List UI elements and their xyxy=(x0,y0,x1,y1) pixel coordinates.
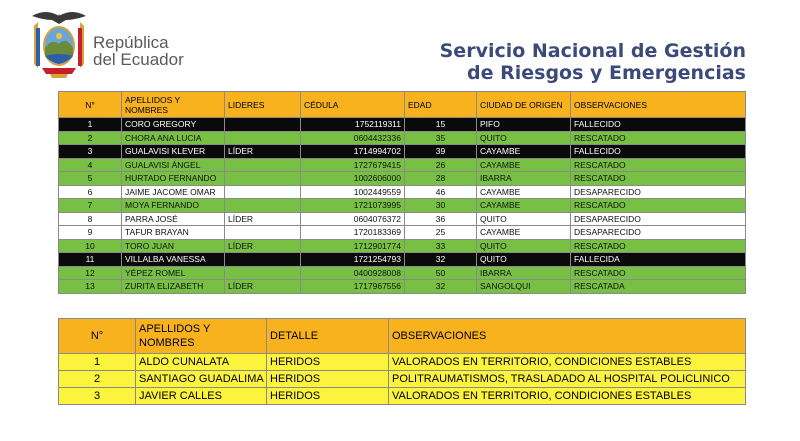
row-number-cell: 10 xyxy=(59,239,122,253)
detail-cell: HERIDOS xyxy=(267,388,389,405)
table-row xyxy=(59,253,746,267)
city-of-origin-cell: SANGOLQUI xyxy=(477,280,571,294)
row-number-cell: 3 xyxy=(59,145,122,159)
column-header: CÉDULA xyxy=(301,92,405,118)
observation-cell: RESCATADO xyxy=(571,131,746,145)
id-number-cell: 0604076372 xyxy=(301,212,405,226)
id-number-cell: 1717967556 xyxy=(301,280,405,294)
leader-flag-cell xyxy=(225,172,301,186)
person-name-cell: YÉPEZ ROMEL xyxy=(122,266,225,280)
column-header: DETALLE xyxy=(267,319,389,354)
column-header: CIUDAD DE ORIGEN xyxy=(477,92,571,118)
row-number-cell: 6 xyxy=(59,185,122,199)
person-name-cell: JAIME JACOME OMAR xyxy=(122,185,225,199)
age-cell: 32 xyxy=(405,253,477,267)
republic-line-2: del Ecuador xyxy=(93,50,184,69)
column-header: N° xyxy=(59,319,136,354)
observation-cell: RESCATADO xyxy=(571,266,746,280)
id-number-cell: 1721254793 xyxy=(301,253,405,267)
city-of-origin-cell: CAYAMBE xyxy=(477,185,571,199)
person-name-cell: CHORA ANA LUCIA xyxy=(122,131,225,145)
republic-line-1: República xyxy=(93,33,169,52)
agency-title-line-2: de Riesgos y Emergencias xyxy=(467,62,746,84)
table-row xyxy=(59,226,746,240)
observation-cell: FALLECIDA xyxy=(571,253,746,267)
city-of-origin-cell: IBARRA xyxy=(477,172,571,186)
table-row xyxy=(59,131,746,145)
table-row xyxy=(59,118,746,132)
city-of-origin-cell: QUITO xyxy=(477,239,571,253)
person-name-cell: GUALAVISI KLEVER xyxy=(122,145,225,159)
person-name-cell: SANTIAGO GUADALIMA xyxy=(136,371,267,388)
observation-cell: RESCATADA xyxy=(571,280,746,294)
person-name-cell: PARRA JOSÉ xyxy=(122,212,225,226)
person-name-cell: TORO JUAN xyxy=(122,239,225,253)
person-name-cell: HURTADO FERNANDO xyxy=(122,172,225,186)
person-name-cell: MOYA FERNANDO xyxy=(122,199,225,213)
row-number-cell: 4 xyxy=(59,158,122,172)
table-row xyxy=(59,158,746,172)
person-name-cell: JAVIER CALLES xyxy=(136,388,267,405)
age-cell: 15 xyxy=(405,118,477,132)
id-number-cell: 1714994702 xyxy=(301,145,405,159)
city-of-origin-cell: IBARRA xyxy=(477,266,571,280)
leader-flag-cell xyxy=(225,266,301,280)
row-number-cell: 2 xyxy=(59,131,122,145)
city-of-origin-cell: QUITO xyxy=(477,131,571,145)
leader-flag-cell xyxy=(225,253,301,267)
victims-status-table xyxy=(58,91,746,294)
row-number-cell: 9 xyxy=(59,226,122,240)
table-row xyxy=(59,212,746,226)
id-number-cell: 1712901774 xyxy=(301,239,405,253)
column-header: OBSERVACIONES xyxy=(389,319,746,354)
age-cell: 50 xyxy=(405,266,477,280)
observation-cell: RESCATADO xyxy=(571,172,746,186)
table-row xyxy=(59,280,746,294)
observation-cell: DESAPARECIDO xyxy=(571,212,746,226)
age-cell: 35 xyxy=(405,131,477,145)
age-cell: 28 xyxy=(405,172,477,186)
table-row xyxy=(59,185,746,199)
city-of-origin-cell: QUITO xyxy=(477,212,571,226)
observation-cell: VALORADOS EN TERRITORIO, CONDICIONES ESTABLES xyxy=(389,388,746,405)
age-cell: 46 xyxy=(405,185,477,199)
row-number-cell: 13 xyxy=(59,280,122,294)
person-name-cell: VILLALBA VANESSA xyxy=(122,253,225,267)
id-number-cell: 0400928008 xyxy=(301,266,405,280)
observation-cell: POLITRAUMATISMOS, TRASLADADO AL HOSPITAL POLICLINICO xyxy=(389,371,746,388)
leader-flag-cell xyxy=(225,185,301,199)
table-header-row xyxy=(59,319,746,354)
age-cell: 25 xyxy=(405,226,477,240)
observation-cell: RESCATADO xyxy=(571,239,746,253)
age-cell: 39 xyxy=(405,145,477,159)
leader-flag-cell xyxy=(225,199,301,213)
table-row xyxy=(59,145,746,159)
city-of-origin-cell: CAYAMBE xyxy=(477,226,571,240)
row-number-cell: 3 xyxy=(59,388,136,405)
age-cell: 33 xyxy=(405,239,477,253)
row-number-cell: 2 xyxy=(59,371,136,388)
leader-flag-cell: LÍDER xyxy=(225,239,301,253)
age-cell: 36 xyxy=(405,212,477,226)
observation-cell: VALORADOS EN TERRITORIO, CONDICIONES ESTABLES xyxy=(389,354,746,371)
observation-cell: DESAPARECIDO xyxy=(571,226,746,240)
city-of-origin-cell: QUITO xyxy=(477,253,571,267)
id-number-cell: 1002606000 xyxy=(301,172,405,186)
person-name-cell: ZURITA ELIZABETH xyxy=(122,280,225,294)
agency-title xyxy=(440,40,746,84)
leader-flag-cell xyxy=(225,118,301,132)
row-number-cell: 1 xyxy=(59,118,122,132)
row-number-cell: 8 xyxy=(59,212,122,226)
age-cell: 30 xyxy=(405,199,477,213)
leader-flag-cell: LÍDER xyxy=(225,212,301,226)
observation-cell: DESAPARECIDO xyxy=(571,185,746,199)
observation-cell: RESCATADO xyxy=(571,199,746,213)
person-name-cell: GUALAVISI ÁNGEL xyxy=(122,158,225,172)
republic-wordmark xyxy=(93,34,184,68)
age-cell: 32 xyxy=(405,280,477,294)
agency-title-line-1: Servicio Nacional de Gestión xyxy=(439,40,746,62)
detail-cell: HERIDOS xyxy=(267,371,389,388)
row-number-cell: 5 xyxy=(59,172,122,186)
table-row xyxy=(59,266,746,280)
column-header: APELLIDOS Y NOMBRES xyxy=(136,319,267,354)
age-cell: 26 xyxy=(405,158,477,172)
id-number-cell: 1002449559 xyxy=(301,185,405,199)
table-header-row xyxy=(59,92,746,118)
city-of-origin-cell: PIFO xyxy=(477,118,571,132)
injured-table xyxy=(58,318,746,405)
id-number-cell: 1752119311 xyxy=(301,118,405,132)
id-number-cell: 0604432336 xyxy=(301,131,405,145)
observation-cell: RESCATADO xyxy=(571,158,746,172)
row-number-cell: 12 xyxy=(59,266,122,280)
person-name-cell: CORO GREGORY xyxy=(122,118,225,132)
leader-flag-cell xyxy=(225,158,301,172)
row-number-cell: 7 xyxy=(59,199,122,213)
column-header: APELLIDOS Y NOMBRES xyxy=(122,92,225,118)
table-row xyxy=(59,239,746,253)
column-header: LIDERES xyxy=(225,92,301,118)
observation-cell: FALLECIDO xyxy=(571,145,746,159)
table-row xyxy=(59,199,746,213)
table-row xyxy=(59,371,746,388)
id-number-cell: 1721073995 xyxy=(301,199,405,213)
leader-flag-cell xyxy=(225,226,301,240)
column-header: OBSERVACIONES xyxy=(571,92,746,118)
detail-cell: HERIDOS xyxy=(267,354,389,371)
observation-cell: FALLECIDO xyxy=(571,118,746,132)
id-number-cell: 1727679415 xyxy=(301,158,405,172)
table-row xyxy=(59,172,746,186)
column-header: N° xyxy=(59,92,122,118)
id-number-cell: 1720183369 xyxy=(301,226,405,240)
city-of-origin-cell: CAYAMBE xyxy=(477,158,571,172)
person-name-cell: ALDO CUNALATA xyxy=(136,354,267,371)
row-number-cell: 1 xyxy=(59,354,136,371)
leader-flag-cell xyxy=(225,131,301,145)
ecuador-coat-of-arms-logo xyxy=(28,8,90,80)
leader-flag-cell: LÍDER xyxy=(225,280,301,294)
person-name-cell: TAFUR BRAYAN xyxy=(122,226,225,240)
row-number-cell: 11 xyxy=(59,253,122,267)
city-of-origin-cell: CAYAMBE xyxy=(477,145,571,159)
column-header: EDAD xyxy=(405,92,477,118)
table-row xyxy=(59,354,746,371)
leader-flag-cell: LÍDER xyxy=(225,145,301,159)
city-of-origin-cell: CAYAMBE xyxy=(477,199,571,213)
table-row xyxy=(59,388,746,405)
